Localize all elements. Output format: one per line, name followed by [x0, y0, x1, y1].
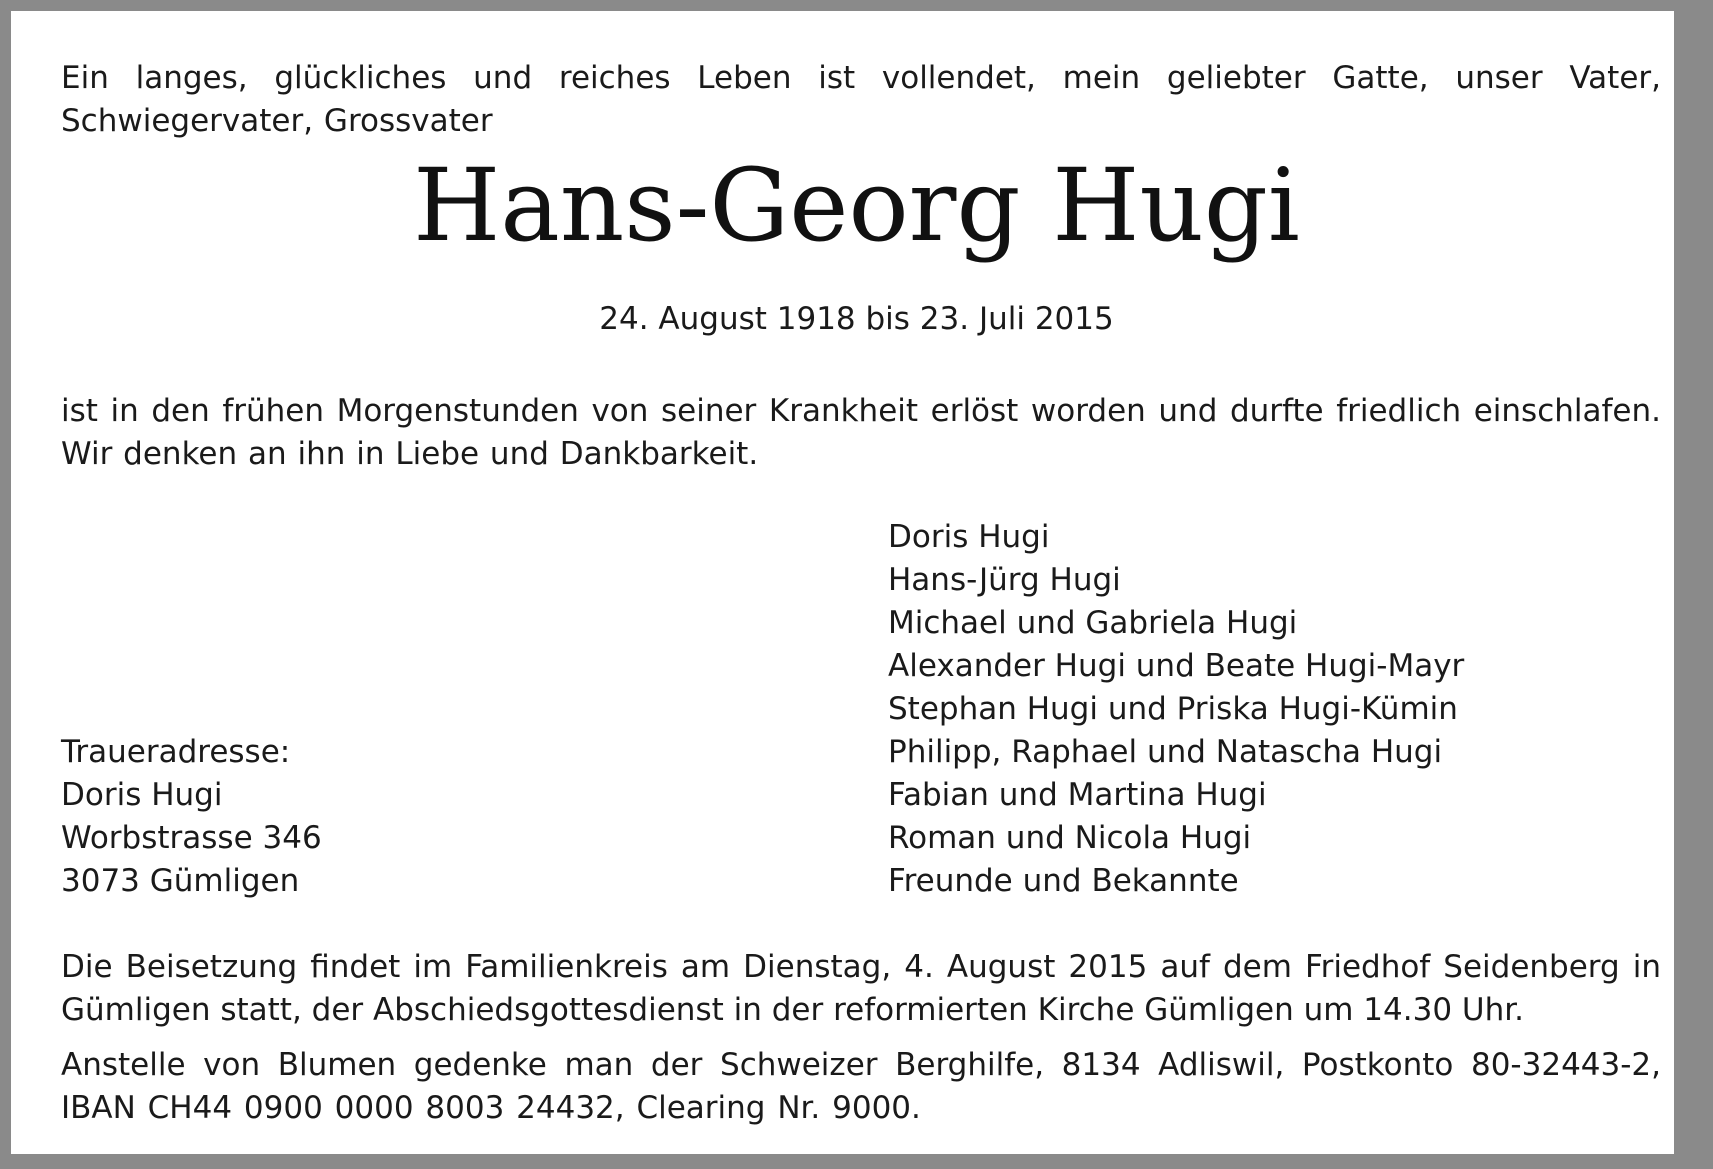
- obituary-notice: [11, 11, 1674, 1154]
- mourner-item: Michael und Gabriela Hugi: [888, 605, 1298, 641]
- mourner-item: Stephan Hugi und Priska Hugi-Kümin: [888, 691, 1458, 727]
- mourner-item: Philipp, Raphael und Natascha Hugi: [888, 734, 1443, 770]
- mourner-item: Freunde und Bekannte: [888, 863, 1239, 899]
- mourning-address: [61, 731, 322, 903]
- deceased-name: Hans-Georg Hugi: [413, 147, 1300, 264]
- mourner-item: Fabian und Martina Hugi: [888, 777, 1267, 813]
- address-name: Doris Hugi: [61, 777, 223, 813]
- mourner-item: Doris Hugi: [888, 519, 1050, 555]
- address-street: Worbstrasse 346: [61, 820, 322, 856]
- address-label: Traueradresse:: [61, 734, 291, 770]
- life-dates: 24. August 1918 bis 23. Juli 2015: [599, 301, 1114, 337]
- mourners-list: [888, 516, 1464, 903]
- body-text: ist in den frühen Morgenstunden von seiner Krankheit erlöst worden und durfte friedlich einschlafen. Wir denken an ihn in Liebe und Dankbarkeit.: [61, 393, 1661, 472]
- address-city: 3073 Gümligen: [61, 863, 300, 899]
- mourner-item: Roman und Nicola Hugi: [888, 820, 1252, 856]
- funeral-info: Die Beisetzung findet im Familienkreis am Dienstag, 4. August 2015 auf dem Friedhof Seidenberg in Gümligen statt, der Abschiedsgottesdienst in der reformierten Kirche Gümligen um 14.30 Uhr.: [61, 949, 1661, 1028]
- mourner-item: Hans-Jürg Hugi: [888, 562, 1121, 598]
- mourner-item: Alexander Hugi und Beate Hugi-Mayr: [888, 648, 1465, 684]
- donation-info: Anstelle von Blumen gedenke man der Schweizer Berghilfe, 8134 Adliswil, Postkonto 80-32443-2, IBAN CH44 0900 0000 8003 24432, Clearing Nr. 9000.: [61, 1047, 1661, 1126]
- intro-text: Ein langes, glückliches und reiches Leben ist vollendet, mein geliebter Gatte, unser Vater, Schwiegervater, Grossvater: [61, 60, 1661, 139]
